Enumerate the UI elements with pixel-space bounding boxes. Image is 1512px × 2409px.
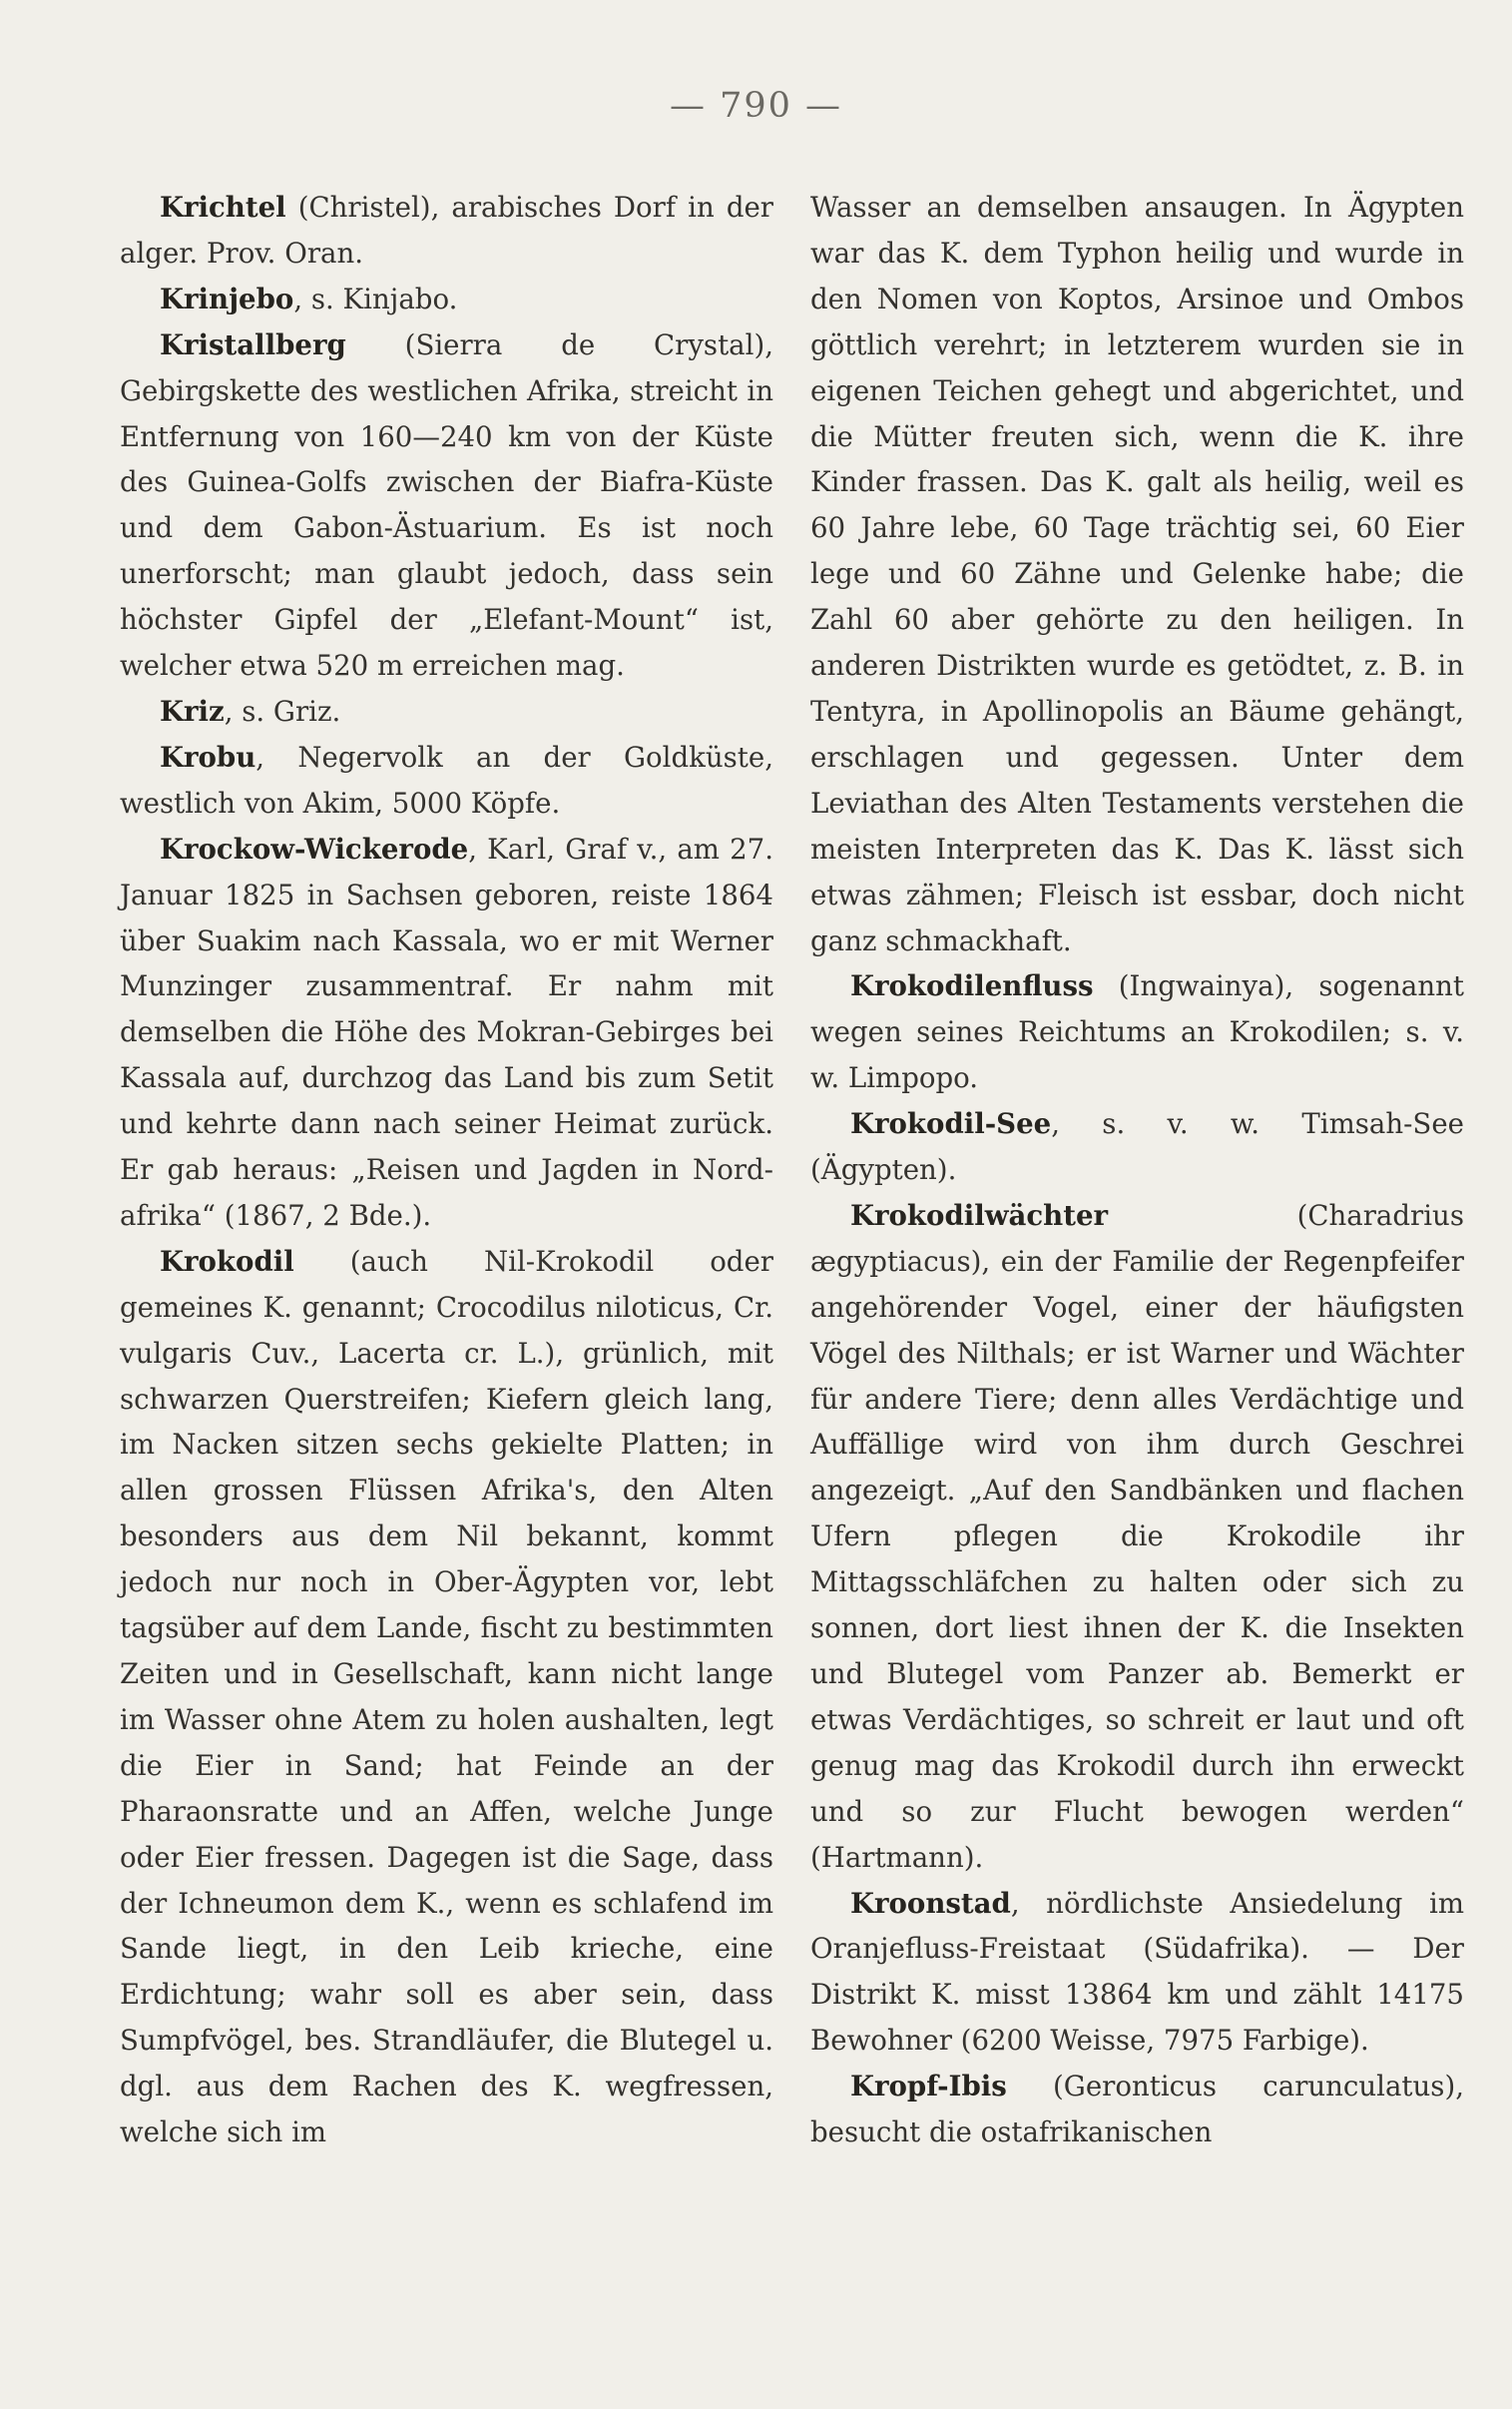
left-column bbox=[120, 185, 773, 2155]
dictionary-entry bbox=[120, 1239, 773, 2155]
right-column bbox=[810, 185, 1464, 2155]
entry-headword: Kristallberg bbox=[160, 327, 346, 361]
entry-headword: Krokodilenfluss bbox=[850, 969, 1094, 1003]
entry-continuation bbox=[810, 185, 1464, 963]
dictionary-entry bbox=[120, 827, 773, 1239]
entry-headword: Krokodil bbox=[160, 1244, 294, 1278]
entry-body: , Negervolk an der Goldküste, westlich von Akim, 5000 Köpfe. bbox=[120, 740, 773, 820]
dictionary-entry bbox=[810, 963, 1464, 1101]
dictionary-entry bbox=[810, 1101, 1464, 1193]
entry-headword: Kropf-Ibis bbox=[850, 2070, 1007, 2104]
entry-body: , s. Griz. bbox=[224, 694, 341, 728]
entry-headword: Krobu bbox=[160, 740, 256, 774]
entry-body: , nördlichste Ansiedelung im Oranjefluss-Freistaat (Südafrika). — Der Distrikt K. misst 13864 km und zählt 14175 Bewohner (6200 Weisse, 7975 Farbige). bbox=[810, 1886, 1464, 2058]
dictionary-entry bbox=[120, 277, 773, 322]
entry-headword: Krokodil-See bbox=[850, 1107, 1052, 1141]
entry-body: (Charadrius ægyptiacus), ein der Familie der Regenpfeifer angehörender Vogel, einer der häufigsten Vögel des Nilthals; er ist Warner und Wächter für andere Tiere; denn alles Verdächtige und Auffällige wird von ihm durch Geschrei angezeigt. „Auf den Sandbänken und flachen Ufern pflegen die Krokodile ihr Mittagsschläfchen zu halten oder sich zu sonnen, dort liest ihnen der K. die Insekten und Blutegel vom Panzer ab. Bemerkt er etwas Verdächtiges, so schreit er laut und oft genug mag das Krokodil durch ihn erweckt und so zur Flucht bewogen werden“ (Hartmann). bbox=[810, 1198, 1464, 1874]
dictionary-entry bbox=[810, 2064, 1464, 2155]
entry-headword: Krokodilwächter bbox=[850, 1198, 1109, 1232]
entry-headword: Kriz bbox=[160, 694, 225, 728]
dictionary-entry bbox=[120, 185, 773, 277]
dictionary-entry bbox=[120, 689, 773, 735]
dictionary-entry bbox=[120, 735, 773, 827]
entry-body: (Christel), arabisches Dorf in der alger. Prov. Oran. bbox=[120, 191, 773, 270]
dictionary-entry bbox=[810, 1193, 1464, 1881]
entry-body: , s. Kinjabo. bbox=[293, 282, 458, 315]
entry-headword: Krichtel bbox=[160, 191, 286, 224]
entry-headword: Krockow-Wickerode bbox=[160, 832, 469, 866]
entry-headword: Krinjebo bbox=[160, 282, 294, 315]
dictionary-entry bbox=[120, 322, 773, 689]
entry-body: (Geronticus carunculatus), besucht die ostafrikanischen bbox=[810, 2070, 1464, 2149]
entry-body: (auch Nil-Krokodil oder gemeines K. genannt; Crocodilus niloticus, Cr. vulgaris Cuv., Lacerta cr. L.), grünlich, mit schwarzen Querstreifen; Kiefern gleich lang, im Nacken sitzen sechs gekielte Platten; in allen grossen Flüssen Afrika's, den Alten besonders aus dem Nil bekannt, kommt jedoch nur noch in Ober-Ägypten vor, lebt tagsüber auf dem Lande, fischt zu bestimmten Zeiten und in Gesellschaft, kann nicht lange im Wasser ohne Atem zu holen aushalten, legt die Eier in Sand; hat Feinde an der Pharaonsratte und an Affen, welche Junge oder Eier fressen. Dagegen ist die Sage, dass der Ichneumon dem K., wenn es schlafend im Sande liegt, in den Leib krieche, eine Erdichtung; wahr soll es aber sein, dass Sumpfvögel, bes. Strandläufer, die Blutegel u. dgl. aus dem Rachen des K. wegfressen, welche sich im bbox=[120, 1244, 773, 2149]
page-number: — 790 — bbox=[669, 86, 843, 126]
entry-body: , s. v. w. Timsah-See (Ägypten). bbox=[810, 1107, 1464, 1187]
entry-body: , Karl, Graf v., am 27. Januar 1825 in Sachsen geboren, reiste 1864 über Suakim nach Kassala, wo er mit Werner Munzinger zusammentraf. Er nahm mit demselben die Höhe des Mokran-Gebirges bei Kassala auf, durchzog das Land bis zum Setit und kehrte dann nach seiner Heimat zurück. Er gab heraus: „Reisen und Jagden in Nord-afrika“ (1867, 2 Bde.). bbox=[120, 832, 773, 1232]
entry-body: (Ingwainya), sogenannt wegen seines Reichtums an Krokodilen; s. v. w. Limpopo. bbox=[810, 969, 1464, 1095]
entry-headword: Kroonstad bbox=[850, 1886, 1011, 1920]
dictionary-entry bbox=[810, 1881, 1464, 2065]
entry-body: (Sierra de Crystal), Gebirgskette des westlichen Afrika, streicht in Entfernung von 160—240 km von der Küste des Guinea-Golfs zwischen der Biafra-Küste und dem Gabon-Ästuarium. Es ist noch unerforscht; man glaubt jedoch, dass sein höchster Gipfel der „Elefant-Mount“ ist, welcher etwa 520 m erreichen mag. bbox=[120, 327, 773, 683]
entry-body: Wasser an demselben ansaugen. In Ägypten war das K. dem Typhon heilig und wurde in den Nomen von Koptos, Arsinoe und Ombos göttlich verehrt; in letzterem wurden sie in eigenen Teichen gehegt und abgerichtet, und die Mütter freuten sich, wenn die K. ihre Kinder frassen. Das K. galt als heilig, weil es 60 Jahre lebe, 60 Tage trächtig sei, 60 Eier lege und 60 Zähne und Gelenke habe; die Zahl 60 aber gehörte zu den heiligen. In anderen Distrikten wurde es getödtet, z. B. in Tentyra, in Apollinopolis an Bäume gehängt, erschlagen und gegessen. Unter dem Leviathan des Alten Testaments verstehen die meisten Interpreten das K. Das K. lässt sich etwas zähmen; Fleisch ist essbar, doch nicht ganz schmackhaft. bbox=[810, 191, 1464, 957]
